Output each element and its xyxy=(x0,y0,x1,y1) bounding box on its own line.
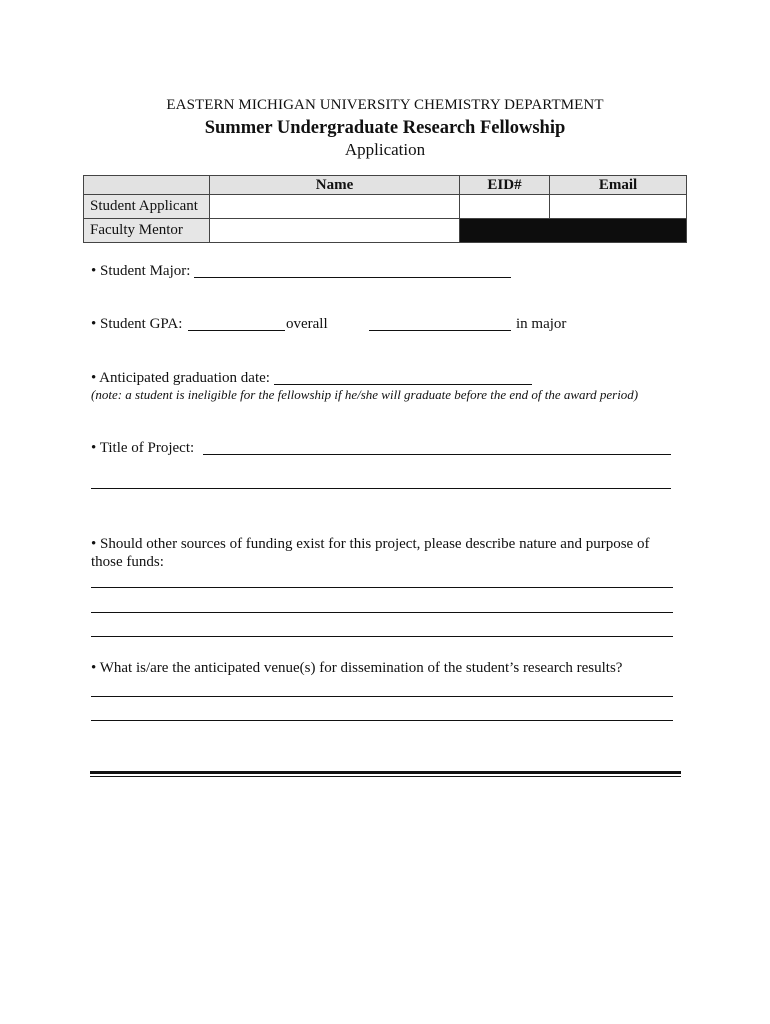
funding-answer-line-3[interactable] xyxy=(91,636,673,637)
gpa-overall-label: overall xyxy=(286,316,328,332)
row-label-mentor: Faculty Mentor xyxy=(84,219,210,243)
gpa-label: • Student GPA: xyxy=(91,316,183,332)
form-title: Summer Undergraduate Research Fellowship xyxy=(204,118,566,138)
table-header-blank xyxy=(84,176,210,195)
table-header-name: Name xyxy=(210,176,460,195)
graduation-field[interactable] xyxy=(274,384,532,385)
row-label-student: Student Applicant xyxy=(84,195,210,219)
gpa-overall-field[interactable] xyxy=(188,330,285,331)
project-title-label: • Title of Project: xyxy=(91,440,195,456)
student-eid-cell[interactable] xyxy=(460,195,550,219)
department-heading: EASTERN MICHIGAN UNIVERSITY CHEMISTRY DEPARTMENT xyxy=(166,97,604,113)
funding-answer-line-2[interactable] xyxy=(91,612,673,613)
venue-answer-line-2[interactable] xyxy=(91,720,673,721)
major-label: • Student Major: xyxy=(91,263,191,279)
major-field[interactable] xyxy=(194,277,511,278)
table-header-eid: EID# xyxy=(460,176,550,195)
graduation-label: • Anticipated graduation date: xyxy=(91,370,270,386)
blacked-out-cell xyxy=(460,219,687,243)
graduation-note: (note: a student is ineligible for the fellowship if he/she will graduate before the end of the award period) xyxy=(91,387,639,402)
project-title-field-line2[interactable] xyxy=(91,488,671,489)
mentor-name-cell[interactable] xyxy=(210,219,460,243)
table-header-email: Email xyxy=(550,176,687,195)
venue-question: • What is/are the anticipated venue(s) for dissemination of the student’s research results? xyxy=(91,660,623,676)
gpa-major-field[interactable] xyxy=(369,330,511,331)
section-divider-thin xyxy=(90,776,681,777)
form-subtitle: Application xyxy=(344,140,426,159)
student-name-cell[interactable] xyxy=(210,195,460,219)
applicant-table xyxy=(83,175,687,243)
funding-answer-line-1[interactable] xyxy=(91,587,673,588)
table-row-mentor xyxy=(84,219,687,243)
funding-question: • Should other sources of funding exist for this project, please describe nature and purpose of those funds: xyxy=(91,536,650,570)
section-divider-thick xyxy=(90,771,681,774)
venue-answer-line-1[interactable] xyxy=(91,696,673,697)
table-row-student xyxy=(84,195,687,219)
project-title-field[interactable] xyxy=(203,454,671,455)
table-header-row xyxy=(84,176,687,195)
gpa-major-label: in major xyxy=(516,316,567,332)
student-email-cell[interactable] xyxy=(550,195,687,219)
